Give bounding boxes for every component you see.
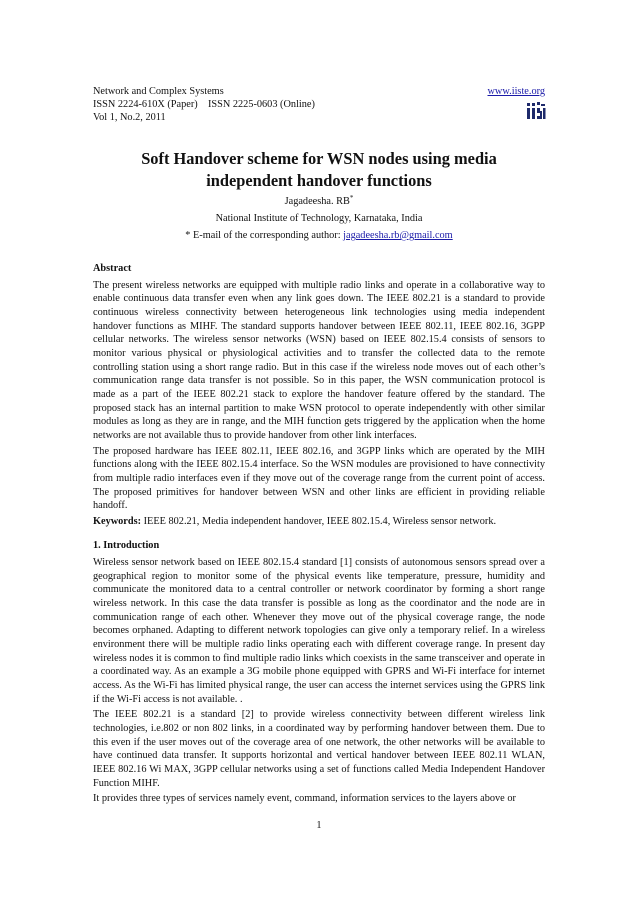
paper-title	[93, 148, 545, 192]
intro-paragraph-2: The IEEE 802.21 is a standard [2] to provide wireless connectivity between different wireless link technologies, i.e.802 or non 802 links, in a coordinated way by performing handover between them. Due to this even if the user moves out of the coverage area of one network, the other networks will be available to have continued data transfer. It supports horizontal and vertical handover between IEEE 802.11 WLAN, IEEE 802.16 Wi MAX, 3GPP cellular networks using a set of functions called Media Independent Handover Function MIHF.	[93, 709, 545, 789]
author-name: Jagadeesha. RB	[284, 196, 350, 207]
abstract-heading: Abstract	[93, 263, 132, 274]
email-link[interactable]: jagadeesha.rb@gmail.com	[343, 230, 453, 241]
page-number: 1	[316, 820, 322, 831]
title-line-2: independent handover functions	[206, 171, 432, 190]
corresponding-email-line	[93, 229, 545, 242]
keywords-line	[93, 515, 545, 529]
abstract-paragraph-1: The present wireless networks are equipped with multiple radio links and operate in a collaborative way to enable continuous data transfer even when any link goes down. The IEEE 802.21 is a standard to provide continuous wireless connectivity between heterogeneous link technologies using media independent handover functions as MIHF. The standard supports handover between IEEE 802.11, IEEE 802.16, 3GPP cellular networks. The wireless sensor networks (WSN) based on IEEE 802.15.4 consists of sensors to monitor various physical or physiological activities and to transfer the collected data to the remote controlling station using a short range radio. But in this case if the wireless node moves out of each other’s communication range data transfer is not possible. So in this paper, the WSN communication protocol is made as a part of the IEEE 802.21 stack to explore the handover feature offered by the standard. The proposed stack has an internal partition to make WSN protocol to operate independently with other similar modules as long as they are in range, and the MIH function gets triggered by the application when the home networks are not available thus to provide handover from other link interfaces.	[93, 279, 545, 441]
iiste-logo-icon	[526, 100, 546, 120]
journal-header	[93, 85, 315, 124]
issn-line: ISSN 2224-610X (Paper) ISSN 2225-0603 (Online)	[93, 99, 315, 110]
intro-paragraph-1: Wireless sensor network based on IEEE 802.15.4 standard [1] consists of autonomous sensors spread over a geographical region to monitor some of the physical events like temperature, pressure, humidity and communicate the monitored data to a central controller or network coordinator by forming a short range wireless network. In this case the data transfer is possible as long as the coordinator and the node are in communication range of each other. Whenever they move out of the physical coverage range, the node becomes orphaned. Adapting to different network topologies can give only a temporary relief. In a wireless environment there will be multiple radio links operating each with different coverage range. In present day wireless nodes it is common to find multiple radio links which coexists in the same transceiver and operate in a coordinated way. As an example a 3G mobile phone equipped with GPRS and Wi-Fi interface for internet access. As the Wi-Fi has limited physical range, the user can access the internet services using the GPRS link if the Wi-Fi access is not available. .	[93, 557, 545, 705]
abstract-paragraph-2: The proposed hardware has IEEE 802.11, IEEE 802.16, and 3GPP links which are operated by the MIH functions along with the IEEE 802.15.4 interface. So the WSN modules are provisioned to have connectivity from multiple radio interfaces even if they move out of the coverage range from the current point of access. The proposed primitives for handover between WSN and other links are efficient in providing reliable handoff.	[93, 445, 545, 512]
journal-url-link[interactable]: www.iiste.org	[487, 86, 545, 97]
paper-body	[93, 262, 545, 808]
author-line	[93, 195, 545, 208]
introduction-heading: 1. Introduction	[93, 540, 160, 552]
journal-name: Network and Complex Systems	[93, 86, 224, 97]
volume-line: Vol 1, No.2, 2011	[93, 112, 166, 123]
author-mark: *	[349, 194, 354, 202]
email-prefix: * E-mail of the corresponding author:	[185, 230, 344, 241]
affiliation: National Institute of Technology, Karnataka, India	[215, 213, 423, 224]
keywords-text: IEEE 802.21, Media independent handover, IEEE 802.15.4, Wireless sensor network.	[141, 515, 497, 527]
keywords-label: Keywords:	[93, 515, 142, 527]
title-line-1: Soft Handover scheme for WSN nodes using media	[141, 149, 497, 168]
intro-paragraph-3: It provides three types of services namely event, command, information services to the layers above or	[93, 793, 516, 805]
